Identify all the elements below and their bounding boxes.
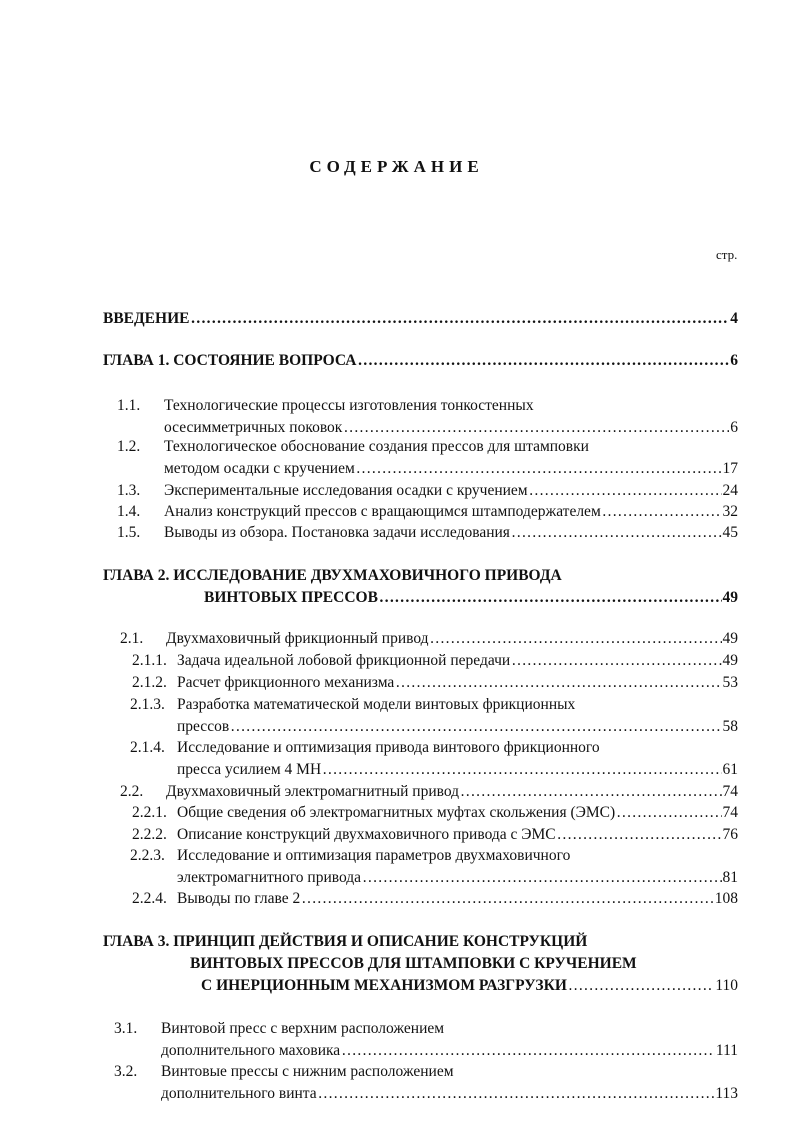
toc-entry[interactable] [114, 1018, 738, 1040]
toc-entry[interactable] [117, 436, 738, 458]
leader-dots [616, 802, 721, 824]
leader-dots [511, 522, 722, 544]
toc-entry-text: Общие сведения об электромагнитных муфтах скольжения (ЭМС) [177, 804, 616, 821]
toc-entry-text: Анализ конструкций прессов с вращающимся штамподержателем [164, 503, 601, 520]
toc-entry-continuation[interactable] [190, 953, 738, 975]
toc-entry-text: Задача идеальной лобовой фрикционной передачи [177, 652, 511, 669]
leader-dots [230, 716, 721, 738]
toc-entry-number: 2.2.2. [132, 826, 167, 843]
toc-entry-page: 32 [722, 503, 738, 520]
toc-entry-text: ГЛАВА 1. СОСТОЯНИЕ ВОПРОСА [103, 352, 357, 369]
toc-entry[interactable] [130, 737, 738, 759]
toc-entry-page: 24 [722, 482, 738, 499]
toc-entry-number: 2.1.2. [132, 674, 167, 691]
toc-entry-continuation[interactable] [164, 458, 738, 480]
leader-dots [395, 672, 721, 694]
leader-dots [341, 1040, 715, 1062]
leader-dots [529, 480, 722, 502]
toc-entry-text: электромагнитного привода [177, 869, 362, 886]
toc-entry-continuation[interactable] [177, 867, 738, 889]
toc-entry-text: ВИНТОВЫХ ПРЕССОВ ДЛЯ ШТАМПОВКИ С КРУЧЕНИЕМ [190, 955, 637, 972]
toc-entry-text: дополнительного маховика [161, 1042, 341, 1059]
toc-entry-number: 1.3. [117, 482, 141, 499]
toc-entry-text: дополнительного винта [161, 1085, 317, 1102]
leader-dots [318, 1083, 715, 1105]
toc-entry-text: прессов [177, 718, 230, 735]
toc-entry-page: 4 [730, 310, 738, 327]
toc-entry-page: 6 [730, 419, 738, 436]
leader-dots [511, 650, 721, 672]
leader-dots [557, 824, 722, 846]
toc-entry-text: осесимметричных поковок [164, 419, 343, 436]
toc-entry-number: 2.2.4. [132, 890, 167, 907]
toc-entry[interactable] [130, 845, 738, 867]
toc-entry-number: 1.2. [117, 438, 141, 455]
toc-entry-page: 61 [722, 761, 738, 778]
leader-dots [322, 759, 721, 781]
toc-entry-continuation[interactable] [204, 587, 738, 609]
toc-entry-text: ГЛАВА 2. ИССЛЕДОВАНИЕ ДВУХМАХОВИЧНОГО ПРИВОДА [103, 567, 562, 584]
toc-entry-number: 2.1.3. [130, 696, 165, 713]
leader-dots [430, 628, 722, 650]
toc-entry-continuation[interactable] [161, 1083, 738, 1105]
toc-entry-page: 17 [722, 460, 738, 477]
toc-entry-text: ГЛАВА 3. ПРИНЦИП ДЕЙСТВИЯ И ОПИСАНИЕ КОНСТРУКЦИЙ [103, 933, 588, 950]
toc-entry-page: 74 [722, 783, 738, 800]
leader-dots [460, 781, 721, 803]
leader-dots [379, 587, 722, 609]
toc-entry-text: Двухмаховичный фрикционный привод [166, 630, 429, 647]
page-column-label: стр. [716, 247, 738, 262]
toc-entry-number: 1.1. [117, 397, 141, 414]
toc-entry-page: 45 [722, 524, 738, 541]
toc-entry-text: Винтовой пресс с верхним расположением [161, 1020, 445, 1037]
toc-entry[interactable] [103, 350, 738, 372]
toc-entry[interactable] [132, 650, 738, 672]
toc-entry-text: пресса усилием 4 МН [177, 761, 322, 778]
toc-entry-page: 110 [715, 977, 738, 994]
toc-entry[interactable] [117, 395, 738, 417]
toc-entry-number: 1.5. [117, 524, 141, 541]
toc-entry[interactable] [103, 308, 738, 330]
toc-entry-page: 108 [714, 890, 738, 907]
toc-entry[interactable] [117, 480, 738, 502]
leader-dots [568, 975, 714, 997]
toc-entry-text: Описание конструкций двухмаховичного привода с ЭМС [177, 826, 556, 843]
toc-entry[interactable] [117, 501, 738, 523]
toc-entry-page: 113 [715, 1085, 738, 1102]
toc-entry-number: 3.2. [114, 1063, 138, 1080]
toc-entry-text: Двухмаховичный электромагнитный привод [166, 783, 460, 800]
toc-entry-page: 74 [722, 804, 738, 821]
toc-entry-page: 6 [730, 352, 738, 369]
toc-entry-text: Экспериментальные исследования осадки с кручением [164, 482, 528, 499]
toc-entry-number: 2.1.4. [130, 739, 165, 756]
toc-entry[interactable] [103, 565, 738, 587]
toc-entry-text: Технологическое обоснование создания прессов для штамповки [164, 438, 589, 455]
toc-entry-page: 81 [722, 869, 738, 886]
toc-entry-number: 1.4. [117, 503, 141, 520]
toc-entry-page: 53 [722, 674, 738, 691]
toc-entry-number: 3.1. [114, 1020, 138, 1037]
toc-entry-number: 2.2.3. [130, 847, 165, 864]
toc-entry-page: 49 [722, 652, 738, 669]
toc-entry-number: 2.1. [120, 630, 144, 647]
leader-dots [362, 867, 721, 889]
toc-entry-page: 49 [722, 589, 738, 606]
toc-entry-text: Разработка математической модели винтовых фрикционных [177, 696, 576, 713]
toc-entry-text: Винтовые прессы с нижним расположением [161, 1063, 454, 1080]
toc-entry-page: 49 [722, 630, 738, 647]
leader-dots [356, 458, 722, 480]
toc-entry[interactable] [132, 824, 738, 846]
toc-entry-page: 111 [715, 1042, 738, 1059]
toc-entry[interactable] [114, 1061, 738, 1083]
leader-dots [602, 501, 722, 523]
toc-entry-text: методом осадки с кручением [164, 460, 355, 477]
toc-entry[interactable] [132, 672, 738, 694]
toc-entry-continuation[interactable] [177, 716, 738, 738]
toc-entry[interactable] [132, 888, 738, 910]
toc-entry-text: ВИНТОВЫХ ПРЕССОВ [204, 589, 378, 606]
leader-dots [190, 308, 729, 330]
toc-entry[interactable] [120, 628, 738, 650]
toc-entry-text: ВВЕДЕНИЕ [103, 310, 190, 327]
page-title: СОДЕРЖАНИЕ [309, 157, 484, 176]
toc-entry-continuation[interactable] [201, 975, 738, 997]
toc-entry-text: Выводы из обзора. Постановка задачи исследования [164, 524, 510, 541]
toc-entry-number: 2.2. [120, 783, 144, 800]
toc-entry-page: 58 [722, 718, 738, 735]
toc-entry[interactable] [117, 522, 738, 544]
toc-entry-text: Исследование и оптимизация привода винтового фрикционного [177, 739, 600, 756]
toc-entry-number: 2.1.1. [132, 652, 167, 669]
toc-entry-number: 2.2.1. [132, 804, 167, 821]
toc-entry-text: Исследование и оптимизация параметров двухмаховичного [177, 847, 571, 864]
toc-entry[interactable] [120, 781, 738, 803]
toc-entry-text: Расчет фрикционного механизма [177, 674, 395, 691]
toc-entry[interactable] [132, 802, 738, 824]
toc-entry-text: Технологические процессы изготовления тонкостенных [164, 397, 534, 414]
leader-dots [301, 888, 713, 910]
toc-entry[interactable] [103, 931, 738, 953]
toc-entry-continuation[interactable] [177, 759, 738, 781]
toc-entry-text: Выводы по главе 2 [177, 890, 301, 907]
leader-dots [357, 350, 729, 372]
toc-entry-text: С ИНЕРЦИОННЫМ МЕХАНИЗМОМ РАЗГРУЗКИ [201, 977, 567, 994]
toc-entry-page: 76 [722, 826, 738, 843]
toc-entry-continuation[interactable] [161, 1040, 738, 1062]
toc-entry[interactable] [130, 694, 738, 716]
